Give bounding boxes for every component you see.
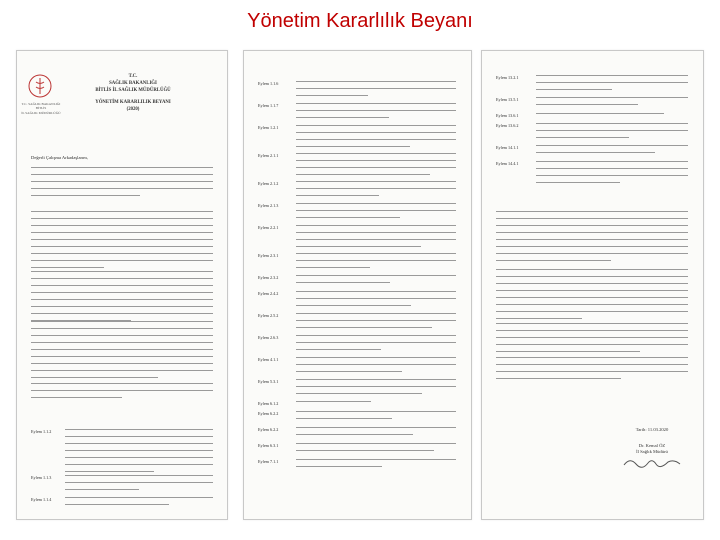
- action-row: [496, 97, 688, 111]
- action-row: [496, 161, 688, 189]
- action-row: [258, 335, 456, 356]
- body-text-block: [31, 271, 213, 327]
- body-text-block: [496, 269, 688, 325]
- action-row: [258, 357, 456, 378]
- salutation: Değerli Çalışma Arkadaşlarım,: [31, 155, 89, 160]
- action-row: [258, 459, 456, 473]
- action-row: [258, 313, 456, 334]
- action-label: Eylem 14.4.1: [496, 161, 519, 166]
- action-label: Eylem 2.3.1: [258, 253, 279, 258]
- action-row: [496, 75, 688, 96]
- action-row: [258, 203, 456, 224]
- action-row: [496, 123, 688, 144]
- action-label: Eylem 2.2.1: [258, 225, 279, 230]
- ministry-logo-icon: [26, 73, 54, 101]
- action-label: Eylem 1.2.1: [258, 125, 279, 130]
- body-text-block: [31, 321, 213, 384]
- action-row: [258, 225, 456, 253]
- action-label: Eylem 2.6.3: [258, 335, 279, 340]
- signature-icon: [622, 455, 682, 469]
- action-row: [258, 125, 456, 153]
- action-label: Eylem 14.1.1: [496, 145, 519, 150]
- body-text-block: [31, 167, 213, 202]
- action-label: Eylem 6.2.2: [258, 411, 279, 416]
- action-label: Eylem 7.1.1: [258, 459, 279, 464]
- action-row: [258, 103, 456, 124]
- action-label: Eylem 6.1.2: [258, 401, 279, 406]
- action-label: Eylem 2.1.1: [258, 153, 279, 158]
- document-page-1: [16, 50, 228, 520]
- action-row: [496, 145, 688, 159]
- action-label: Eylem 4.1.1: [258, 357, 279, 362]
- document-date: Tarih: 11.03.2020: [635, 427, 669, 432]
- action-label: Eylem 1.1.7: [258, 103, 279, 108]
- action-row: [258, 81, 456, 102]
- action-label: Eylem 2.3.2: [258, 275, 279, 280]
- action-label: Eylem 2.4.2: [258, 291, 279, 296]
- action-row: Eylem 1.1.4: [31, 497, 213, 511]
- page-header: T.C. SAĞLIK BAKANLIĞI BİTLİS İL SAĞLIK MÜDÜRLÜĞÜ YÖNETİM KARARLILIK BEYANI (2020): [95, 74, 171, 112]
- body-text-block: [496, 357, 688, 385]
- action-label: Eylem 6.3.1: [258, 443, 279, 448]
- action-row: [496, 113, 688, 120]
- body-text-block: [31, 383, 213, 404]
- action-label: Eylem 6.2.2: [258, 427, 279, 432]
- action-label: Eylem 13.6.2: [496, 123, 519, 128]
- action-row: [258, 153, 456, 181]
- logo-caption: T.C. SAĞLIK BAKANLIĞI BİTLİS İL SAĞLIK MÜDÜRLÜĞÜ: [21, 102, 61, 115]
- action-label: Eylem 5.3.1: [258, 379, 279, 384]
- action-label: Eylem 13.5.1: [496, 97, 519, 102]
- document-page-2: [243, 50, 472, 520]
- action-row: [258, 291, 456, 312]
- body-text-block: [496, 211, 688, 267]
- action-row: [258, 181, 456, 202]
- slide-title: Yönetim Kararlılık Beyanı: [247, 10, 473, 32]
- signature-block: Dr. Kemal ÖZ İl Sağlık Müdürü: [636, 443, 668, 454]
- action-row: [258, 253, 456, 274]
- action-row: Eylem 1.1.2: [31, 429, 213, 478]
- action-row: [258, 427, 456, 441]
- action-row: [258, 379, 456, 400]
- action-label: Eylem 2.1.2: [258, 181, 279, 186]
- action-row: [258, 275, 456, 289]
- action-row: [258, 411, 456, 425]
- action-label: Eylem 13.2.1: [496, 75, 519, 80]
- body-text-block: [496, 323, 688, 358]
- action-label: Eylem 2.1.3: [258, 203, 279, 208]
- body-text-block: [31, 211, 213, 274]
- action-label: Eylem 13.6.1: [496, 113, 519, 118]
- action-row: Eylem 1.1.3: [31, 475, 213, 496]
- action-row: [258, 401, 456, 408]
- document-page-3: [481, 50, 704, 520]
- action-row: [258, 443, 456, 457]
- action-label: Eylem 1.1.6: [258, 81, 279, 86]
- action-label: Eylem 2.5.2: [258, 313, 279, 318]
